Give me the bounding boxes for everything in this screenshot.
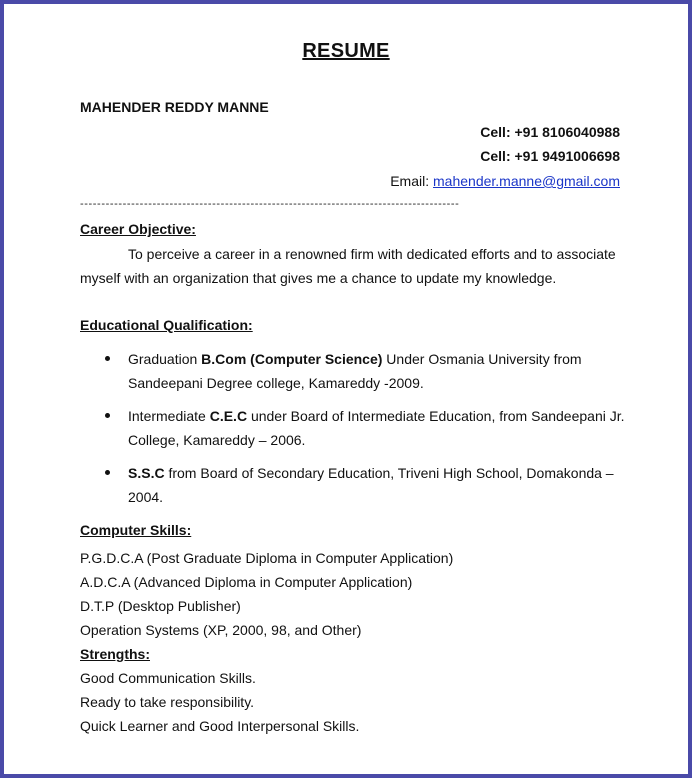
- strength-item: Ready to take responsibility.: [80, 694, 255, 710]
- education-item-bold: C.E.C: [209, 408, 248, 424]
- resume-title: RESUME: [302, 40, 390, 62]
- education-item-text: from Board of Secondary Education, Triveni High School, Domakonda – 2004.: [128, 465, 614, 505]
- career-objective-text: To perceive a career in a renowned firm with dedicated efforts and to associate myself with an organization that gives me a chance to update my knowledge.: [80, 246, 616, 286]
- resume-page: [4, 4, 688, 774]
- bullet-icon: [105, 356, 110, 361]
- email-link[interactable]: mahender.manne@gmail.com: [433, 173, 620, 189]
- email-line: [390, 173, 620, 189]
- education-item-bold: S.S.C: [128, 465, 165, 481]
- skill-item: P.G.D.C.A (Post Graduate Diploma in Computer Application): [80, 550, 454, 566]
- separator-line: -----------------------------------------------------------------------------------------: [80, 198, 460, 210]
- candidate-name: MAHENDER REDDY MANNE: [80, 99, 269, 115]
- skill-item: A.D.C.A (Advanced Diploma in Computer Application): [80, 574, 413, 590]
- computer-skills-heading: Computer Skills:: [80, 522, 192, 538]
- strengths-heading: Strengths:: [80, 646, 150, 662]
- cell-phone-1: Cell: +91 8106040988: [480, 124, 620, 140]
- skill-item: Operation Systems (XP, 2000, 98, and Other): [80, 622, 362, 638]
- career-objective-heading: Career Objective:: [80, 221, 196, 237]
- email-label: Email:: [390, 173, 434, 189]
- education-item-text: Intermediate: [128, 408, 210, 424]
- education-heading: Educational Qualification:: [80, 317, 253, 333]
- education-item-intermediate: [128, 404, 628, 452]
- education-item-bold: B.Com (Computer Science): [201, 351, 383, 367]
- education-item-graduation: [128, 347, 628, 395]
- strength-item: Quick Learner and Good Interpersonal Skills.: [80, 718, 360, 734]
- bullet-icon: [105, 413, 110, 418]
- education-item-text: Under Osmania University from Sandeepani Degree college, Kamareddy -2009.: [128, 351, 582, 391]
- bullet-icon: [105, 470, 110, 475]
- skill-item: D.T.P (Desktop Publisher): [80, 598, 241, 614]
- strength-item: Good Communication Skills.: [80, 670, 256, 686]
- education-item-text: under Board of Intermediate Education, from Sandeepani Jr. College, Kamareddy – 2006.: [128, 408, 625, 448]
- education-item-ssc: [128, 461, 628, 509]
- cell-phone-2: Cell: +91 9491006698: [480, 148, 620, 164]
- education-item-text: Graduation: [128, 351, 202, 367]
